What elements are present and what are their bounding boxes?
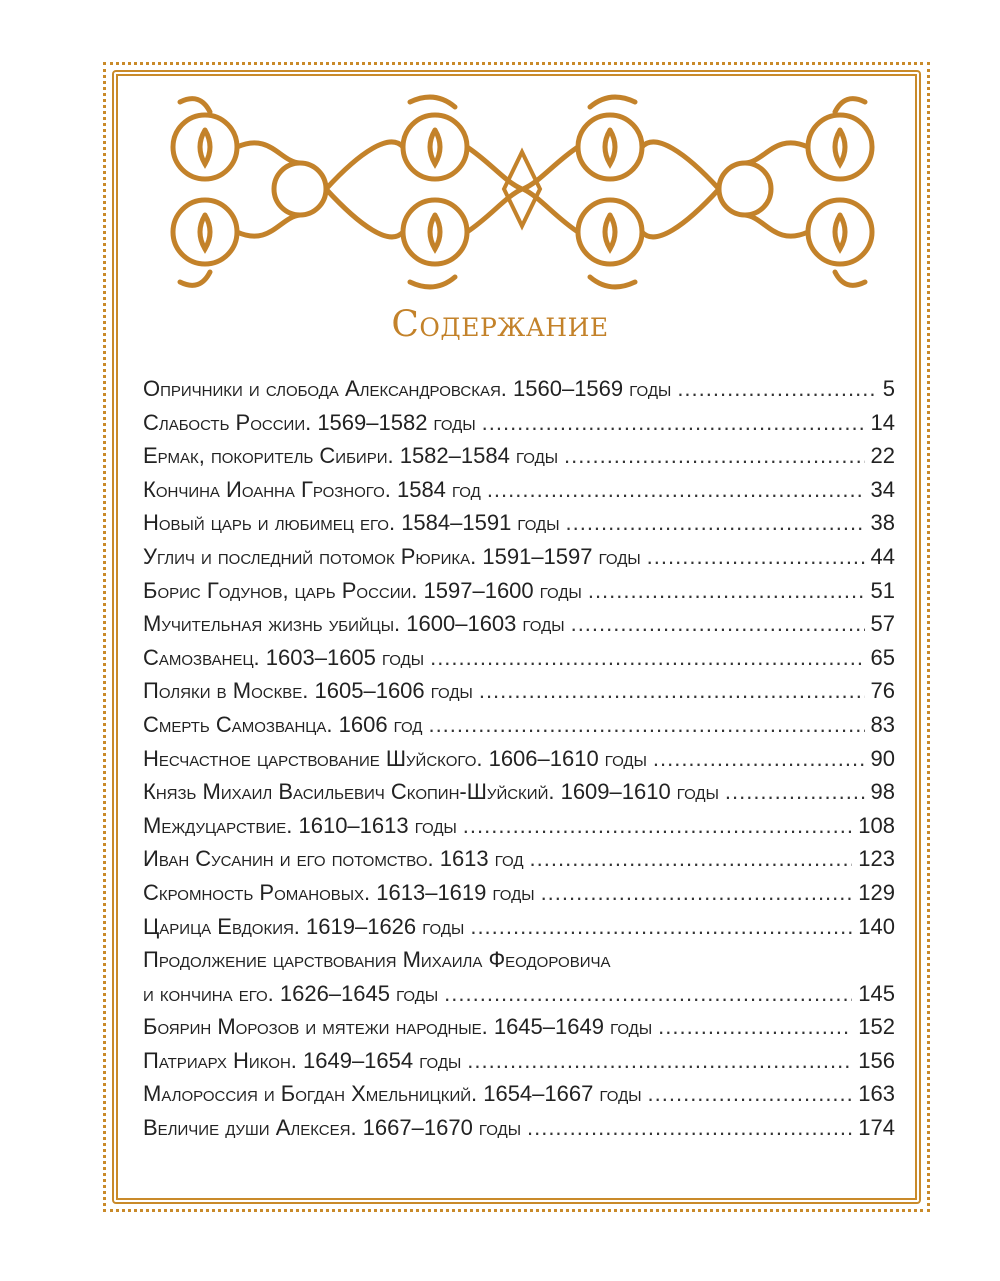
dot-leader [677, 376, 876, 402]
toc-entry[interactable] [143, 578, 895, 612]
page-title: Содержание [391, 304, 609, 345]
entry-page-number: 76 [870, 678, 895, 704]
toc-entry[interactable] [143, 1014, 895, 1048]
entry-page-number: 174 [858, 1115, 895, 1141]
entry-title: Царица Евдокия. 1619–1626 годы [143, 913, 465, 939]
dot-leader [463, 813, 853, 839]
entry-page-number: 22 [870, 443, 895, 469]
entry-title: Малороссия и Богдан Хмельницкий. 1654–1667 годы [143, 1081, 642, 1107]
dot-leader [527, 1115, 852, 1141]
entry-title: Смерть Самозванца. 1606 год [143, 711, 423, 737]
toc-entry[interactable] [143, 376, 895, 410]
dot-leader [482, 410, 865, 436]
toc-entry[interactable] [143, 645, 895, 679]
entry-page-number: 14 [870, 409, 895, 435]
toc-entry[interactable] [143, 813, 895, 847]
entry-page-number: 90 [870, 745, 895, 771]
toc-entry[interactable] [143, 846, 895, 880]
entry-page-number: 129 [858, 879, 895, 905]
entry-title: Продолжение царствования Михаила Феодоровича [143, 947, 611, 973]
entry-title: Несчастное царствование Шуйского. 1606–1610 годы [143, 745, 647, 771]
toc-entry[interactable] [143, 914, 895, 948]
toc-entry[interactable] [143, 1081, 895, 1115]
dot-leader [541, 880, 853, 906]
entry-page-number: 163 [858, 1081, 895, 1107]
entry-page-number: 83 [870, 711, 895, 737]
dot-leader [571, 611, 865, 637]
entry-title: Поляки в Москве. 1605–1606 годы [143, 678, 473, 704]
entry-title: Междуцарствие. 1610–1613 годы [143, 812, 457, 838]
toc-entry[interactable] [143, 1115, 895, 1149]
entry-page-number: 57 [870, 611, 895, 637]
dot-leader [648, 1081, 853, 1107]
entry-page-number: 140 [858, 913, 895, 939]
entry-title: и кончина его. 1626–1645 годы [143, 980, 439, 1006]
entry-page-number: 145 [858, 980, 895, 1006]
entry-title: Самозванец. 1603–1605 годы [143, 644, 425, 670]
entry-title: Опричники и слобода Александровская. 1560–1569 годы [143, 376, 672, 401]
entry-title: Князь Михаил Васильевич Скопин-Шуйский. 1609–1610 годы [143, 779, 719, 805]
dot-leader [487, 477, 865, 503]
dot-leader [530, 846, 853, 872]
entry-page-number: 123 [858, 846, 895, 872]
toc-entry[interactable] [143, 477, 895, 511]
toc-entry[interactable] [143, 443, 895, 477]
entry-page-number: 44 [870, 543, 895, 569]
entry-page-number: 156 [858, 1047, 895, 1073]
entry-title: Мучительная жизнь убийцы. 1600–1603 годы [143, 611, 565, 637]
dot-leader [653, 746, 865, 772]
entry-page-number: 38 [870, 510, 895, 536]
dot-leader [444, 981, 852, 1007]
entry-title: Слабость России. 1569–1582 годы [143, 409, 476, 435]
entry-title: Новый царь и любимец его. 1584–1591 годы [143, 510, 560, 536]
dot-leader [725, 779, 865, 805]
table-of-contents [143, 376, 895, 1149]
entry-page-number: 152 [858, 1014, 895, 1040]
entry-page-number: 108 [858, 812, 895, 838]
toc-entry[interactable] [143, 947, 895, 981]
entry-title: Патриарх Никон. 1649–1654 годы [143, 1047, 462, 1073]
toc-entry[interactable] [143, 678, 895, 712]
entry-title: Углич и последний потомок Рюрика. 1591–1597 годы [143, 543, 641, 569]
dot-leader [479, 678, 865, 704]
entry-title: Боярин Морозов и мятежи народные. 1645–1649 годы [143, 1014, 653, 1040]
entry-title: Иван Сусанин и его потомство. 1613 год [143, 846, 524, 872]
entry-title: Скромность Романовых. 1613–1619 годы [143, 879, 535, 905]
toc-entry[interactable] [143, 1048, 895, 1082]
dot-leader [430, 645, 864, 671]
entry-page-number: 5 [882, 376, 895, 401]
toc-entry[interactable] [143, 510, 895, 544]
toc-entry[interactable] [143, 981, 895, 1015]
dot-leader [565, 510, 864, 536]
scroll-ornament-header [160, 92, 885, 292]
toc-entry[interactable] [143, 410, 895, 444]
dot-leader [470, 914, 852, 940]
dot-leader [467, 1048, 852, 1074]
toc-entry[interactable] [143, 712, 895, 746]
entry-page-number: 65 [870, 644, 895, 670]
toc-entry[interactable] [143, 880, 895, 914]
dot-leader [428, 712, 864, 738]
toc-entry[interactable] [143, 779, 895, 813]
entry-title: Величие души Алексея. 1667–1670 годы [143, 1115, 521, 1141]
entry-title: Кончина Иоанна Грозного. 1584 год [143, 476, 481, 502]
toc-entry[interactable] [143, 544, 895, 578]
entry-page-number: 51 [870, 577, 895, 603]
entry-page-number: 98 [870, 779, 895, 805]
toc-entry[interactable] [143, 746, 895, 780]
entry-title: Ермак, покоритель Сибири. 1582–1584 годы [143, 443, 559, 469]
dot-leader [647, 544, 865, 570]
dot-leader [588, 578, 865, 604]
toc-entry[interactable] [143, 611, 895, 645]
entry-page-number: 34 [870, 476, 895, 502]
entry-title: Борис Годунов, царь России. 1597–1600 годы [143, 577, 582, 603]
dot-leader [658, 1014, 852, 1040]
dot-leader [564, 443, 865, 469]
